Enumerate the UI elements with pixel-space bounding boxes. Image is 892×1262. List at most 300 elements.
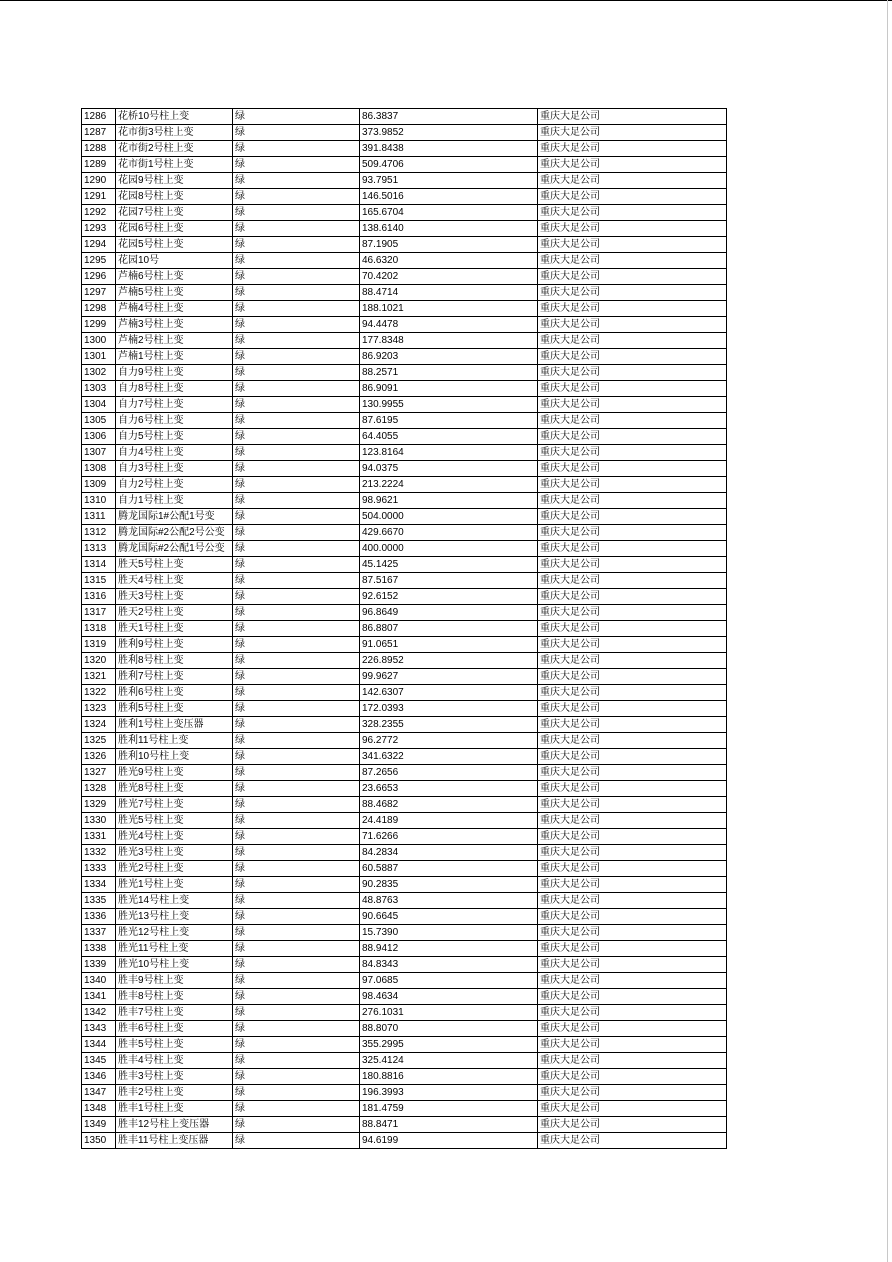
status-cell: 绿 bbox=[233, 189, 360, 205]
table-row bbox=[82, 365, 727, 381]
status-cell: 绿 bbox=[233, 973, 360, 989]
transformer-name-cell: 胜利9号柱上变 bbox=[116, 637, 233, 653]
company-cell: 重庆大足公司 bbox=[538, 845, 727, 861]
company-cell: 重庆大足公司 bbox=[538, 1053, 727, 1069]
table-row bbox=[82, 237, 727, 253]
table-row bbox=[82, 733, 727, 749]
transformer-name-cell: 胜利11号柱上变 bbox=[116, 733, 233, 749]
table-row bbox=[82, 253, 727, 269]
status-cell: 绿 bbox=[233, 749, 360, 765]
value-cell: 97.0685 bbox=[360, 973, 538, 989]
table-row bbox=[82, 205, 727, 221]
transformer-name-cell: 胜丰6号柱上变 bbox=[116, 1021, 233, 1037]
page-top-border bbox=[0, 0, 892, 1]
company-cell: 重庆大足公司 bbox=[538, 909, 727, 925]
value-cell: 45.1425 bbox=[360, 557, 538, 573]
transformer-name-cell: 自力9号柱上变 bbox=[116, 365, 233, 381]
company-cell: 重庆大足公司 bbox=[538, 861, 727, 877]
company-cell: 重庆大足公司 bbox=[538, 733, 727, 749]
status-cell: 绿 bbox=[233, 1069, 360, 1085]
value-cell: 99.9627 bbox=[360, 669, 538, 685]
company-cell: 重庆大足公司 bbox=[538, 829, 727, 845]
status-cell: 绿 bbox=[233, 813, 360, 829]
row-number-cell: 1334 bbox=[82, 877, 116, 893]
row-number-cell: 1322 bbox=[82, 685, 116, 701]
status-cell: 绿 bbox=[233, 893, 360, 909]
status-cell: 绿 bbox=[233, 861, 360, 877]
status-cell: 绿 bbox=[233, 333, 360, 349]
company-cell: 重庆大足公司 bbox=[538, 301, 727, 317]
value-cell: 60.5887 bbox=[360, 861, 538, 877]
transformer-name-cell: 胜光14号柱上变 bbox=[116, 893, 233, 909]
table-row bbox=[82, 829, 727, 845]
transformer-name-cell: 自力5号柱上变 bbox=[116, 429, 233, 445]
value-cell: 86.3837 bbox=[360, 109, 538, 125]
transformer-name-cell: 自力7号柱上变 bbox=[116, 397, 233, 413]
transformer-name-cell: 胜利10号柱上变 bbox=[116, 749, 233, 765]
row-number-cell: 1301 bbox=[82, 349, 116, 365]
value-cell: 504.0000 bbox=[360, 509, 538, 525]
row-number-cell: 1306 bbox=[82, 429, 116, 445]
transformer-name-cell: 胜利7号柱上变 bbox=[116, 669, 233, 685]
status-cell: 绿 bbox=[233, 285, 360, 301]
company-cell: 重庆大足公司 bbox=[538, 989, 727, 1005]
row-number-cell: 1294 bbox=[82, 237, 116, 253]
table-row bbox=[82, 653, 727, 669]
transformer-name-cell: 胜光13号柱上变 bbox=[116, 909, 233, 925]
table-row bbox=[82, 941, 727, 957]
value-cell: 94.6199 bbox=[360, 1133, 538, 1149]
row-number-cell: 1329 bbox=[82, 797, 116, 813]
transformer-name-cell: 胜丰4号柱上变 bbox=[116, 1053, 233, 1069]
table-row bbox=[82, 621, 727, 637]
company-cell: 重庆大足公司 bbox=[538, 941, 727, 957]
table-row bbox=[82, 765, 727, 781]
value-cell: 88.8471 bbox=[360, 1117, 538, 1133]
transformer-name-cell: 胜天1号柱上变 bbox=[116, 621, 233, 637]
value-cell: 509.4706 bbox=[360, 157, 538, 173]
table-row bbox=[82, 1005, 727, 1021]
value-cell: 88.2571 bbox=[360, 365, 538, 381]
table-row bbox=[82, 445, 727, 461]
transformer-name-cell: 胜光5号柱上变 bbox=[116, 813, 233, 829]
row-number-cell: 1332 bbox=[82, 845, 116, 861]
status-cell: 绿 bbox=[233, 269, 360, 285]
table-row bbox=[82, 989, 727, 1005]
status-cell: 绿 bbox=[233, 717, 360, 733]
company-cell: 重庆大足公司 bbox=[538, 589, 727, 605]
row-number-cell: 1305 bbox=[82, 413, 116, 429]
transformer-name-cell: 胜利1号柱上变压器 bbox=[116, 717, 233, 733]
row-number-cell: 1347 bbox=[82, 1085, 116, 1101]
status-cell: 绿 bbox=[233, 589, 360, 605]
status-cell: 绿 bbox=[233, 941, 360, 957]
value-cell: 86.8807 bbox=[360, 621, 538, 637]
row-number-cell: 1327 bbox=[82, 765, 116, 781]
table-row bbox=[82, 397, 727, 413]
transformer-name-cell: 胜光3号柱上变 bbox=[116, 845, 233, 861]
transformer-name-cell: 胜光11号柱上变 bbox=[116, 941, 233, 957]
company-cell: 重庆大足公司 bbox=[538, 253, 727, 269]
row-number-cell: 1295 bbox=[82, 253, 116, 269]
table-row bbox=[82, 685, 727, 701]
status-cell: 绿 bbox=[233, 237, 360, 253]
table-row bbox=[82, 925, 727, 941]
table-row bbox=[82, 957, 727, 973]
table-row bbox=[82, 525, 727, 541]
row-number-cell: 1348 bbox=[82, 1101, 116, 1117]
company-cell: 重庆大足公司 bbox=[538, 797, 727, 813]
row-number-cell: 1287 bbox=[82, 125, 116, 141]
transformer-name-cell: 花桥10号柱上变 bbox=[116, 109, 233, 125]
value-cell: 71.6266 bbox=[360, 829, 538, 845]
status-cell: 绿 bbox=[233, 381, 360, 397]
row-number-cell: 1341 bbox=[82, 989, 116, 1005]
row-number-cell: 1308 bbox=[82, 461, 116, 477]
status-cell: 绿 bbox=[233, 621, 360, 637]
company-cell: 重庆大足公司 bbox=[538, 893, 727, 909]
value-cell: 84.8343 bbox=[360, 957, 538, 973]
value-cell: 325.4124 bbox=[360, 1053, 538, 1069]
value-cell: 15.7390 bbox=[360, 925, 538, 941]
company-cell: 重庆大足公司 bbox=[538, 1101, 727, 1117]
status-cell: 绿 bbox=[233, 1037, 360, 1053]
transformer-name-cell: 胜丰1号柱上变 bbox=[116, 1101, 233, 1117]
table-row bbox=[82, 845, 727, 861]
value-cell: 98.4634 bbox=[360, 989, 538, 1005]
transformer-name-cell: 胜利6号柱上变 bbox=[116, 685, 233, 701]
value-cell: 88.4714 bbox=[360, 285, 538, 301]
row-number-cell: 1297 bbox=[82, 285, 116, 301]
status-cell: 绿 bbox=[233, 413, 360, 429]
company-cell: 重庆大足公司 bbox=[538, 509, 727, 525]
table-row bbox=[82, 893, 727, 909]
value-cell: 180.8816 bbox=[360, 1069, 538, 1085]
company-cell: 重庆大足公司 bbox=[538, 957, 727, 973]
row-number-cell: 1310 bbox=[82, 493, 116, 509]
value-cell: 213.2224 bbox=[360, 477, 538, 493]
transformer-name-cell: 花园8号柱上变 bbox=[116, 189, 233, 205]
company-cell: 重庆大足公司 bbox=[538, 333, 727, 349]
company-cell: 重庆大足公司 bbox=[538, 1021, 727, 1037]
table-row bbox=[82, 349, 727, 365]
row-number-cell: 1318 bbox=[82, 621, 116, 637]
status-cell: 绿 bbox=[233, 541, 360, 557]
row-number-cell: 1289 bbox=[82, 157, 116, 173]
value-cell: 94.0375 bbox=[360, 461, 538, 477]
status-cell: 绿 bbox=[233, 221, 360, 237]
status-cell: 绿 bbox=[233, 1053, 360, 1069]
transformer-name-cell: 自力4号柱上变 bbox=[116, 445, 233, 461]
row-number-cell: 1307 bbox=[82, 445, 116, 461]
row-number-cell: 1312 bbox=[82, 525, 116, 541]
value-cell: 400.0000 bbox=[360, 541, 538, 557]
row-number-cell: 1314 bbox=[82, 557, 116, 573]
value-cell: 87.5167 bbox=[360, 573, 538, 589]
company-cell: 重庆大足公司 bbox=[538, 605, 727, 621]
table-row bbox=[82, 269, 727, 285]
row-number-cell: 1342 bbox=[82, 1005, 116, 1021]
table-row bbox=[82, 1101, 727, 1117]
row-number-cell: 1350 bbox=[82, 1133, 116, 1149]
company-cell: 重庆大足公司 bbox=[538, 381, 727, 397]
company-cell: 重庆大足公司 bbox=[538, 285, 727, 301]
transformer-name-cell: 胜光12号柱上变 bbox=[116, 925, 233, 941]
table-row bbox=[82, 157, 727, 173]
row-number-cell: 1321 bbox=[82, 669, 116, 685]
row-number-cell: 1304 bbox=[82, 397, 116, 413]
table-row bbox=[82, 189, 727, 205]
table-body bbox=[82, 109, 727, 1149]
row-number-cell: 1328 bbox=[82, 781, 116, 797]
transformer-name-cell: 花园7号柱上变 bbox=[116, 205, 233, 221]
transformer-name-cell: 胜光10号柱上变 bbox=[116, 957, 233, 973]
row-number-cell: 1337 bbox=[82, 925, 116, 941]
table-row bbox=[82, 221, 727, 237]
row-number-cell: 1315 bbox=[82, 573, 116, 589]
transformer-name-cell: 胜光8号柱上变 bbox=[116, 781, 233, 797]
status-cell: 绿 bbox=[233, 445, 360, 461]
value-cell: 341.6322 bbox=[360, 749, 538, 765]
value-cell: 165.6704 bbox=[360, 205, 538, 221]
value-cell: 88.8070 bbox=[360, 1021, 538, 1037]
company-cell: 重庆大足公司 bbox=[538, 765, 727, 781]
company-cell: 重庆大足公司 bbox=[538, 109, 727, 125]
company-cell: 重庆大足公司 bbox=[538, 189, 727, 205]
transformer-name-cell: 胜光1号柱上变 bbox=[116, 877, 233, 893]
table-row bbox=[82, 1037, 727, 1053]
status-cell: 绿 bbox=[233, 461, 360, 477]
company-cell: 重庆大足公司 bbox=[538, 717, 727, 733]
row-number-cell: 1333 bbox=[82, 861, 116, 877]
transformer-name-cell: 胜丰3号柱上变 bbox=[116, 1069, 233, 1085]
value-cell: 226.8952 bbox=[360, 653, 538, 669]
transformer-name-cell: 花园9号柱上变 bbox=[116, 173, 233, 189]
company-cell: 重庆大足公司 bbox=[538, 221, 727, 237]
table-row bbox=[82, 717, 727, 733]
transformer-name-cell: 胜丰11号柱上变压器 bbox=[116, 1133, 233, 1149]
value-cell: 88.9412 bbox=[360, 941, 538, 957]
transformer-name-cell: 自力2号柱上变 bbox=[116, 477, 233, 493]
status-cell: 绿 bbox=[233, 205, 360, 221]
company-cell: 重庆大足公司 bbox=[538, 573, 727, 589]
company-cell: 重庆大足公司 bbox=[538, 877, 727, 893]
transformer-name-cell: 自力8号柱上变 bbox=[116, 381, 233, 397]
transformer-name-cell: 胜丰2号柱上变 bbox=[116, 1085, 233, 1101]
value-cell: 94.4478 bbox=[360, 317, 538, 333]
value-cell: 429.6670 bbox=[360, 525, 538, 541]
transformer-name-cell: 胜天2号柱上变 bbox=[116, 605, 233, 621]
status-cell: 绿 bbox=[233, 957, 360, 973]
status-cell: 绿 bbox=[233, 173, 360, 189]
status-cell: 绿 bbox=[233, 637, 360, 653]
status-cell: 绿 bbox=[233, 685, 360, 701]
value-cell: 90.6645 bbox=[360, 909, 538, 925]
status-cell: 绿 bbox=[233, 1005, 360, 1021]
company-cell: 重庆大足公司 bbox=[538, 157, 727, 173]
status-cell: 绿 bbox=[233, 829, 360, 845]
row-number-cell: 1331 bbox=[82, 829, 116, 845]
transformer-name-cell: 腾龙国际#2公配2号公变 bbox=[116, 525, 233, 541]
status-cell: 绿 bbox=[233, 1085, 360, 1101]
row-number-cell: 1323 bbox=[82, 701, 116, 717]
status-cell: 绿 bbox=[233, 1101, 360, 1117]
company-cell: 重庆大足公司 bbox=[538, 541, 727, 557]
transformer-name-cell: 芦楠5号柱上变 bbox=[116, 285, 233, 301]
row-number-cell: 1303 bbox=[82, 381, 116, 397]
value-cell: 87.6195 bbox=[360, 413, 538, 429]
company-cell: 重庆大足公司 bbox=[538, 1085, 727, 1101]
row-number-cell: 1313 bbox=[82, 541, 116, 557]
table-row bbox=[82, 1133, 727, 1149]
value-cell: 177.8348 bbox=[360, 333, 538, 349]
company-cell: 重庆大足公司 bbox=[538, 237, 727, 253]
table-row bbox=[82, 381, 727, 397]
table-row bbox=[82, 413, 727, 429]
company-cell: 重庆大足公司 bbox=[538, 925, 727, 941]
value-cell: 130.9955 bbox=[360, 397, 538, 413]
status-cell: 绿 bbox=[233, 669, 360, 685]
status-cell: 绿 bbox=[233, 1117, 360, 1133]
status-cell: 绿 bbox=[233, 1133, 360, 1149]
status-cell: 绿 bbox=[233, 925, 360, 941]
transformer-name-cell: 花园6号柱上变 bbox=[116, 221, 233, 237]
company-cell: 重庆大足公司 bbox=[538, 637, 727, 653]
row-number-cell: 1300 bbox=[82, 333, 116, 349]
company-cell: 重庆大足公司 bbox=[538, 525, 727, 541]
table-row bbox=[82, 669, 727, 685]
transformer-name-cell: 芦楠4号柱上变 bbox=[116, 301, 233, 317]
page-right-edge bbox=[887, 0, 888, 1262]
value-cell: 96.2772 bbox=[360, 733, 538, 749]
company-cell: 重庆大足公司 bbox=[538, 1117, 727, 1133]
table-row bbox=[82, 605, 727, 621]
status-cell: 绿 bbox=[233, 141, 360, 157]
company-cell: 重庆大足公司 bbox=[538, 685, 727, 701]
value-cell: 93.7951 bbox=[360, 173, 538, 189]
table-row bbox=[82, 973, 727, 989]
table-row bbox=[82, 493, 727, 509]
company-cell: 重庆大足公司 bbox=[538, 317, 727, 333]
status-cell: 绿 bbox=[233, 797, 360, 813]
row-number-cell: 1344 bbox=[82, 1037, 116, 1053]
row-number-cell: 1340 bbox=[82, 973, 116, 989]
row-number-cell: 1311 bbox=[82, 509, 116, 525]
row-number-cell: 1320 bbox=[82, 653, 116, 669]
row-number-cell: 1286 bbox=[82, 109, 116, 125]
value-cell: 373.9852 bbox=[360, 125, 538, 141]
value-cell: 328.2355 bbox=[360, 717, 538, 733]
table-row bbox=[82, 813, 727, 829]
value-cell: 88.4682 bbox=[360, 797, 538, 813]
row-number-cell: 1330 bbox=[82, 813, 116, 829]
table-row bbox=[82, 1085, 727, 1101]
value-cell: 64.4055 bbox=[360, 429, 538, 445]
row-number-cell: 1324 bbox=[82, 717, 116, 733]
table-row bbox=[82, 637, 727, 653]
status-cell: 绿 bbox=[233, 573, 360, 589]
table-row bbox=[82, 797, 727, 813]
value-cell: 87.2656 bbox=[360, 765, 538, 781]
row-number-cell: 1335 bbox=[82, 893, 116, 909]
company-cell: 重庆大足公司 bbox=[538, 413, 727, 429]
status-cell: 绿 bbox=[233, 909, 360, 925]
company-cell: 重庆大足公司 bbox=[538, 653, 727, 669]
transformer-name-cell: 胜光4号柱上变 bbox=[116, 829, 233, 845]
value-cell: 142.6307 bbox=[360, 685, 538, 701]
company-cell: 重庆大足公司 bbox=[538, 269, 727, 285]
table-row bbox=[82, 1021, 727, 1037]
transformer-name-cell: 花市街1号柱上变 bbox=[116, 157, 233, 173]
row-number-cell: 1302 bbox=[82, 365, 116, 381]
row-number-cell: 1338 bbox=[82, 941, 116, 957]
status-cell: 绿 bbox=[233, 557, 360, 573]
table-row bbox=[82, 573, 727, 589]
value-cell: 90.2835 bbox=[360, 877, 538, 893]
status-cell: 绿 bbox=[233, 653, 360, 669]
transformer-name-cell: 胜丰9号柱上变 bbox=[116, 973, 233, 989]
row-number-cell: 1346 bbox=[82, 1069, 116, 1085]
status-cell: 绿 bbox=[233, 109, 360, 125]
company-cell: 重庆大足公司 bbox=[538, 1037, 727, 1053]
value-cell: 96.8649 bbox=[360, 605, 538, 621]
table-row bbox=[82, 1053, 727, 1069]
table-row bbox=[82, 557, 727, 573]
transformer-name-cell: 芦楠6号柱上变 bbox=[116, 269, 233, 285]
table-row bbox=[82, 109, 727, 125]
value-cell: 87.1905 bbox=[360, 237, 538, 253]
table-row bbox=[82, 285, 727, 301]
table-row bbox=[82, 589, 727, 605]
value-cell: 146.5016 bbox=[360, 189, 538, 205]
transformer-name-cell: 胜光2号柱上变 bbox=[116, 861, 233, 877]
status-cell: 绿 bbox=[233, 877, 360, 893]
value-cell: 355.2995 bbox=[360, 1037, 538, 1053]
status-cell: 绿 bbox=[233, 397, 360, 413]
value-cell: 196.3993 bbox=[360, 1085, 538, 1101]
status-cell: 绿 bbox=[233, 733, 360, 749]
status-cell: 绿 bbox=[233, 429, 360, 445]
transformer-name-cell: 腾龙国际#2公配1号公变 bbox=[116, 541, 233, 557]
table-row bbox=[82, 125, 727, 141]
transformer-name-cell: 胜天3号柱上变 bbox=[116, 589, 233, 605]
company-cell: 重庆大足公司 bbox=[538, 669, 727, 685]
value-cell: 172.0393 bbox=[360, 701, 538, 717]
company-cell: 重庆大足公司 bbox=[538, 477, 727, 493]
row-number-cell: 1345 bbox=[82, 1053, 116, 1069]
status-cell: 绿 bbox=[233, 157, 360, 173]
table-row bbox=[82, 781, 727, 797]
row-number-cell: 1316 bbox=[82, 589, 116, 605]
status-cell: 绿 bbox=[233, 317, 360, 333]
row-number-cell: 1299 bbox=[82, 317, 116, 333]
table-row bbox=[82, 861, 727, 877]
company-cell: 重庆大足公司 bbox=[538, 621, 727, 637]
value-cell: 70.4202 bbox=[360, 269, 538, 285]
value-cell: 86.9091 bbox=[360, 381, 538, 397]
table-row bbox=[82, 877, 727, 893]
company-cell: 重庆大足公司 bbox=[538, 349, 727, 365]
row-number-cell: 1288 bbox=[82, 141, 116, 157]
status-cell: 绿 bbox=[233, 477, 360, 493]
company-cell: 重庆大足公司 bbox=[538, 1005, 727, 1021]
table-row bbox=[82, 301, 727, 317]
value-cell: 123.8164 bbox=[360, 445, 538, 461]
status-cell: 绿 bbox=[233, 365, 360, 381]
transformer-name-cell: 芦楠2号柱上变 bbox=[116, 333, 233, 349]
table-row bbox=[82, 477, 727, 493]
value-cell: 181.4759 bbox=[360, 1101, 538, 1117]
